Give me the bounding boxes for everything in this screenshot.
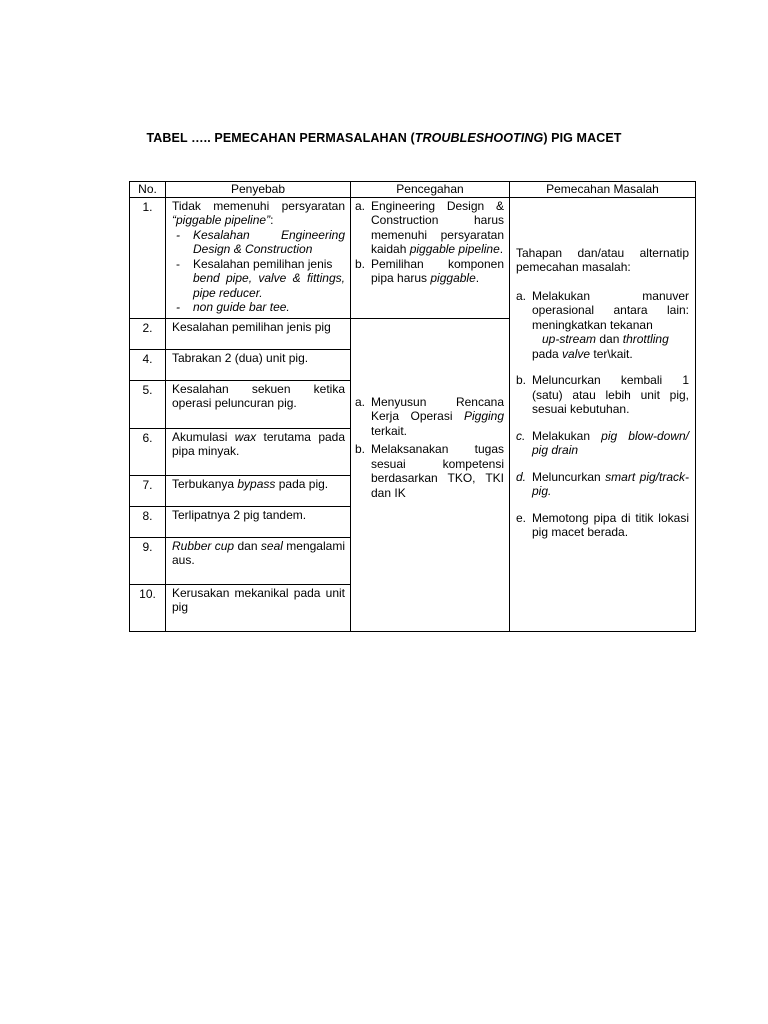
header-prevention: Pencegahan xyxy=(351,182,510,198)
row-number: 2. xyxy=(130,318,166,349)
list-item: c. Melakukan pig blow-down/ pig drain xyxy=(516,428,689,457)
cause-sublist xyxy=(172,228,345,315)
list-item: - Kesalahan pemilihan jenis bend pipe, valve & fittings, pipe reducer. xyxy=(172,257,345,301)
document-title: TABEL ….. PEMECAHAN PERMASALAHAN (TROUBLESHOOTING) PIG MACET xyxy=(146,131,622,145)
row-number: 1. xyxy=(130,197,166,318)
cause-cell xyxy=(166,197,351,318)
cause-cell: Kesalahan pemilihan jenis pig xyxy=(166,318,351,349)
row-number: 9. xyxy=(130,537,166,584)
list-item: e. Memotong pipa di titik lokasi pig macet berada. xyxy=(516,510,689,539)
table-header-row xyxy=(130,182,696,198)
table-row xyxy=(130,197,696,318)
list-item: b. Pemilihan komponen pipa harus piggable. xyxy=(355,256,504,285)
title-emphasis: TROUBLESHOOTING xyxy=(414,131,544,145)
list-item: - Kesalahan Engineering Design & Construction xyxy=(172,228,345,257)
solution-cell xyxy=(510,197,696,631)
prevention-list xyxy=(355,395,504,501)
list-item: - non guide bar tee. xyxy=(172,300,345,315)
cause-cell: Kesalahan sekuen ketika operasi peluncuran pig. xyxy=(166,380,351,428)
cause-cell: Terlipatnya 2 pig tandem. xyxy=(166,506,351,537)
row-number: 8. xyxy=(130,506,166,537)
cause-cell: Akumulasi wax terutama pada pipa minyak. xyxy=(166,428,351,475)
cause-intro: Tidak memenuhi persyaratan “piggable pipeline”: xyxy=(172,198,345,227)
row-number: 7. xyxy=(130,475,166,506)
row-number: 10. xyxy=(130,584,166,631)
solution-list xyxy=(516,289,689,540)
header-cause: Penyebab xyxy=(166,182,351,198)
cause-cell: Tabrakan 2 (dua) unit pig. xyxy=(166,349,351,380)
header-solution: Pemecahan Masalah xyxy=(510,182,696,198)
cause-cell: Kerusakan mekanikal pada unit pig xyxy=(166,584,351,631)
prevention-cell xyxy=(351,318,510,631)
prevention-list xyxy=(355,199,504,286)
list-item: a. Melakukan manuver operasional antara lain: meningkatkan tekanan up-stream dan throttling pada valve ter\kait. xyxy=(516,288,689,361)
cause-cell: Terbukanya bypass pada pig. xyxy=(166,475,351,506)
prevention-cell xyxy=(351,197,510,318)
troubleshooting-table xyxy=(129,181,696,632)
list-item: d. Meluncurkan smart pig/track-pig. xyxy=(516,469,689,498)
header-no: No. xyxy=(130,182,166,198)
row-number: 6. xyxy=(130,428,166,475)
row-number: 4. xyxy=(130,349,166,380)
list-item: b. Meluncurkan kembali 1 (satu) atau lebih unit pig, sesuai kebutuhan. xyxy=(516,373,689,416)
list-item: a. Engineering Design & Construction harus memenuhi persyaratan kaidah piggable pipeline. xyxy=(355,198,504,256)
list-item: a. Menyusun Rencana Kerja Operasi Pigging terkait. xyxy=(355,394,504,438)
list-item: b. Melaksanakan tugas sesuai kompetensi berdasarkan TKO, TKI dan IK xyxy=(355,442,504,500)
solution-intro: Tahapan dan/atau alternatip pemecahan masalah: xyxy=(516,245,689,274)
cause-cell: Rubber cup dan seal mengalami aus. xyxy=(166,537,351,584)
row-number: 5. xyxy=(130,380,166,428)
